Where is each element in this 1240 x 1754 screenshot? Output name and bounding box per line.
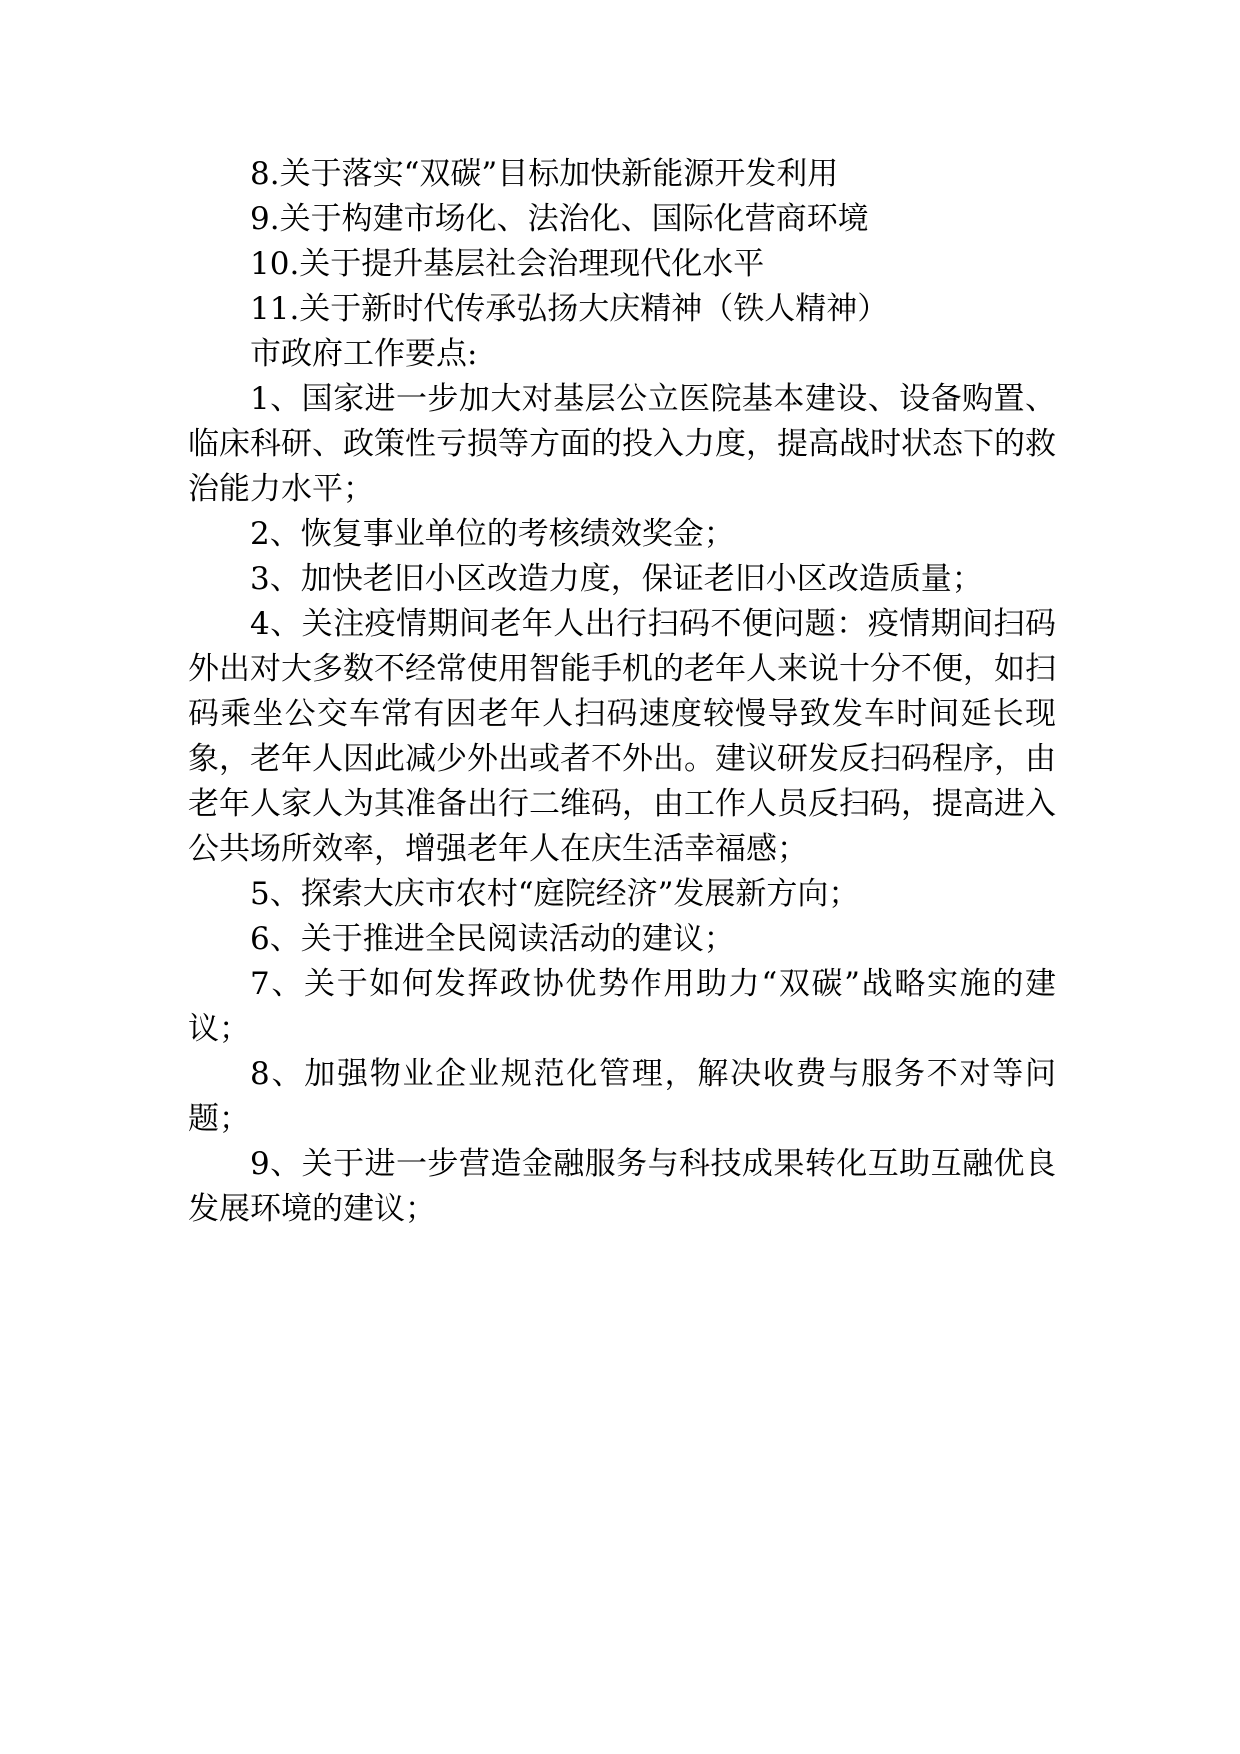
list-item: 5、探索大庆市农村“庭院经济”发展新方向； bbox=[250, 876, 860, 912]
section-heading: 市政府工作要点: bbox=[250, 336, 478, 372]
topic-item-9: 9.关于构建市场化、法治化、国际化营商环境 bbox=[250, 201, 869, 237]
list-item: 1、国家进一步加大对基层公立医院基本建设、设备购置、临床科研、政策性亏损等方面的投入力度，提高战时状态下的救治能力水平； bbox=[188, 381, 1056, 507]
list-item: 9、关于进一步营造金融服务与科技成果转化互助互融优良发展环境的建议； bbox=[188, 1146, 1056, 1227]
topic-item-10: 10.关于提升基层社会治理现代化水平 bbox=[250, 246, 765, 282]
topic-item-11: 11.关于新时代传承弘扬大庆精神（铁人精神） bbox=[250, 291, 889, 327]
list-item: 2、恢复事业单位的考核绩效奖金； bbox=[250, 516, 735, 552]
document-body bbox=[188, 152, 1056, 1232]
topic-item-8: 8.关于落实“双碳”目标加快新能源开发利用 bbox=[250, 156, 839, 192]
list-item: 7、关于如何发挥政协优势作用助力“双碳”战略实施的建议； bbox=[188, 966, 1056, 1047]
list-item: 3、加快老旧小区改造力度，保证老旧小区改造质量； bbox=[250, 561, 983, 597]
list-item: 6、关于推进全民阅读活动的建议； bbox=[250, 921, 735, 957]
list-item: 4、关注疫情期间老年人出行扫码不便问题：疫情期间扫码外出对大多数不经常使用智能手机的老年人来说十分不便，如扫码乘坐公交车常有因老年人扫码速度较慢导致发车时间延长现象，老年人因此减少外出或者不外出。建议研发反扫码程序，由老年人家人为其准备出行二维码，由工作人员反扫码，提高进入公共场所效率，增强老年人在庆生活幸福感； bbox=[188, 606, 1056, 867]
list-item: 8、加强物业企业规范化管理，解决收费与服务不对等问题； bbox=[188, 1056, 1056, 1137]
